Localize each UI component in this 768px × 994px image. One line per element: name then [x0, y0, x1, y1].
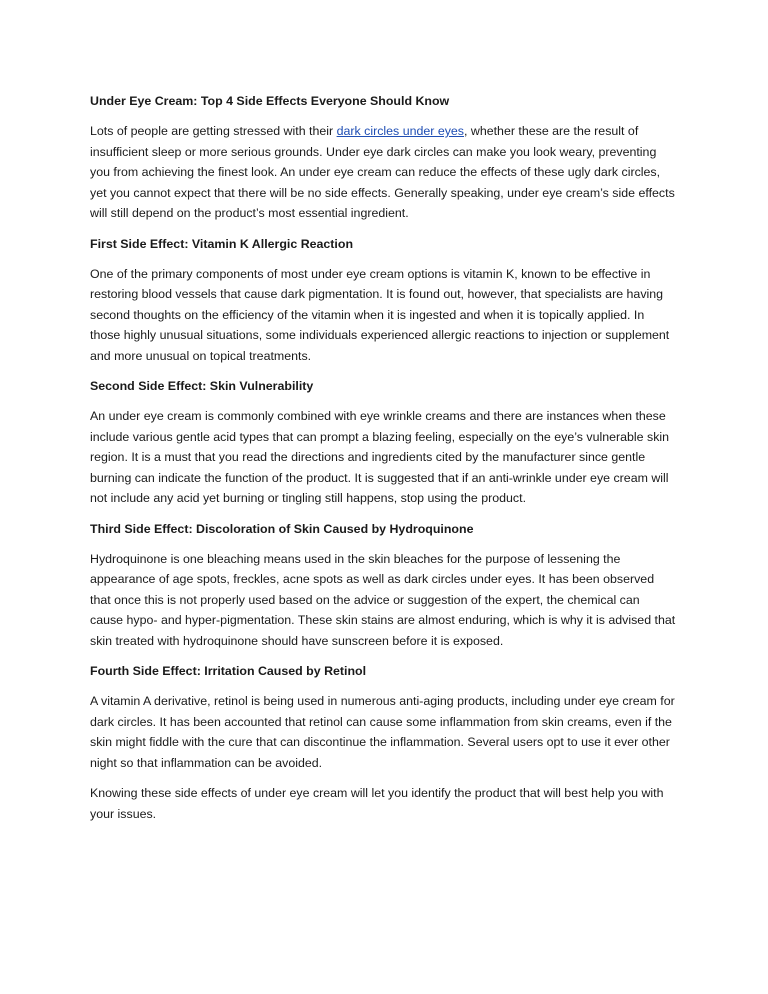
section-heading-skin-vulnerability: Second Side Effect: Skin Vulnerability — [90, 379, 314, 393]
conclusion-paragraph: Knowing these side effects of under eye cream will let you identify the product that will best help you with your issues. — [90, 786, 664, 821]
section-heading-retinol: Fourth Side Effect: Irritation Caused by Retinol — [90, 664, 367, 678]
section-body-hydroquinone: Hydroquinone is one bleaching means used in the skin bleaches for the purpose of lessening the appearance of age spots, freckles, acne spots as well as dark circles under eyes. It has been observed that once this is not properly used based on the advice or suggestion of the expert, the chemical can cause hypo- and hyper-pigmentation. These skin stains are almost enduring, which is why it is advised that skin treated with hydroquinone should have sunscreen before it is exposed. — [90, 551, 676, 648]
intro-paragraph — [90, 121, 676, 224]
intro-text-before-link: Lots of people are getting stressed with their — [90, 124, 337, 138]
document-title: Under Eye Cream: Top 4 Side Effects Everyone Should Know — [90, 94, 450, 108]
section-body-retinol: A vitamin A derivative, retinol is being used in numerous anti-aging products, including under eye cream for dark circles. It has been accounted that retinol can cause some inflammation from skin creams, even if the skin might fiddle with the cure that can discontinue the inflammation. Several users opt to use it ever other night so that inflammation can be avoided. — [90, 694, 675, 770]
section-heading-vitamin-k: First Side Effect: Vitamin K Allergic Reaction — [90, 236, 354, 251]
intro-text-after-link: , whether these are the result of insufficient sleep or more serious grounds. Under eye dark circles can make you look weary, preventing you from achieving the finest look. An under eye cream can reduce the effects of these ugly dark circles, yet you cannot expect that there will be no side effects. Generally speaking, under eye cream’s side effects will still depend on the product’s most essential ingredient. — [90, 124, 675, 220]
section-body-skin-vulnerability: An under eye cream is commonly combined with eye wrinkle creams and there are instances when these include various gentle acid types that can prompt a blazing feeling, especially on the eye’s vulnerable skin region. It is a must that you read the directions and ingredients cited by the manufacturer since gentle burning can indicate the function of the product. It is suggested that if an anti-wrinkle under eye cream will not include any acid yet burning or tingling still happens, stop using the product. — [90, 409, 670, 505]
dark-circles-link[interactable]: dark circles under eyes — [336, 124, 464, 138]
section-heading-hydroquinone: Third Side Effect: Discoloration of Skin Caused by Hydroquinone — [90, 521, 474, 536]
section-body-vitamin-k: One of the primary components of most under eye cream options is vitamin K, known to be effective in restoring blood vessels that cause dark pigmentation. It is found out, however, that specialists are having second thoughts on the efficiency of the vitamin when it is ingested and when it is topically applied. In those highly unusual situations, some individuals experienced allergic reactions to injection or supplement and more unusual on topical treatments. — [90, 266, 670, 363]
document-page — [90, 91, 676, 834]
